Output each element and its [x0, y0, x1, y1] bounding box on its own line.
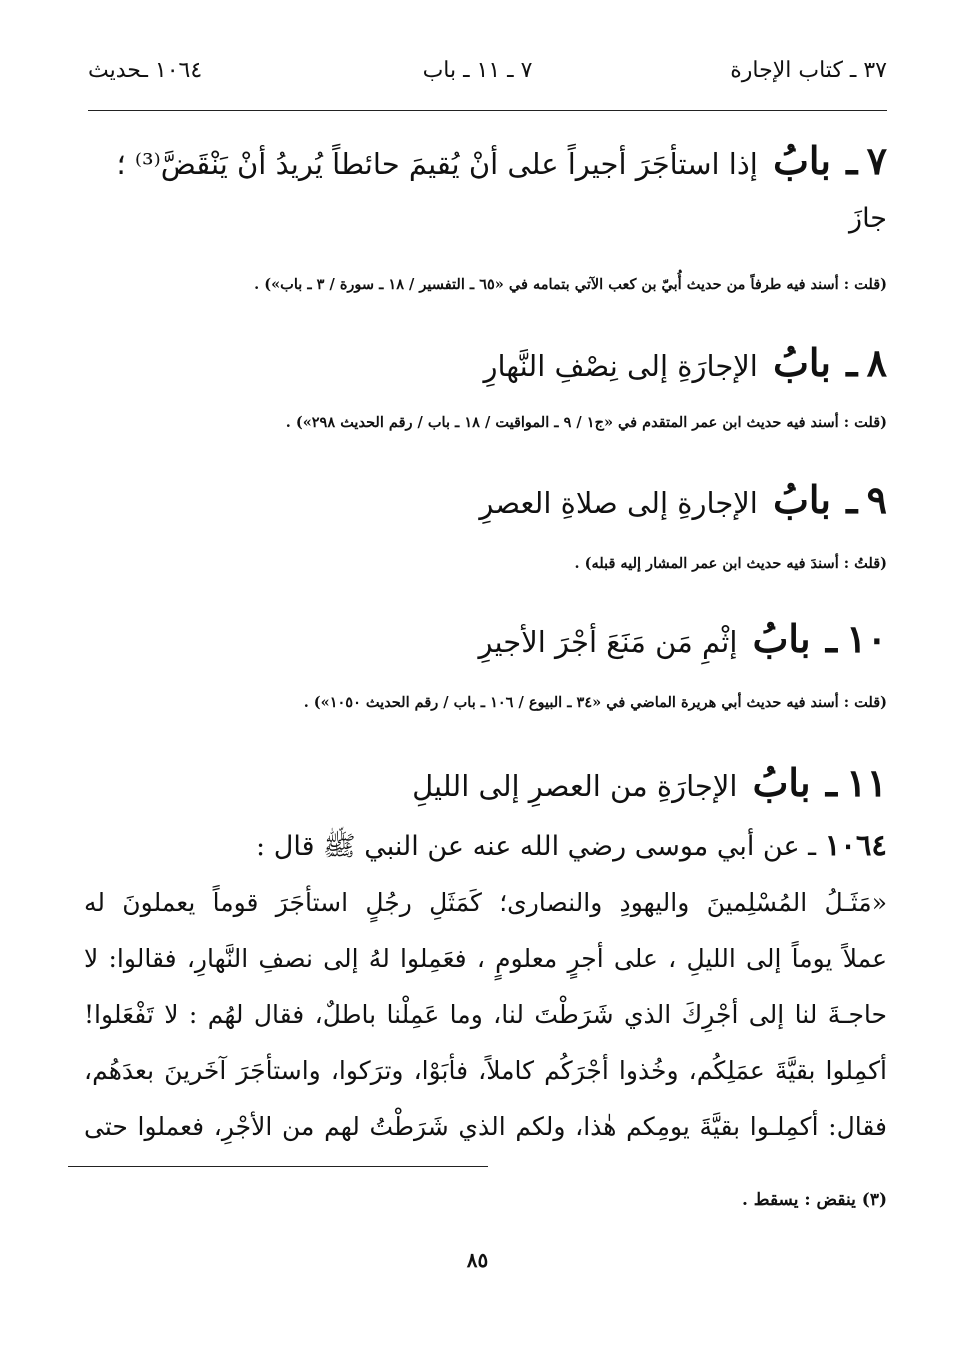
chapter-bab-word: بابُ — [773, 340, 831, 385]
page-number: ٨٥ — [466, 1248, 489, 1272]
editor-note-3: (قلتُ : أسندَ فيه حديث ابن عمر المشار إليه قبله) . — [574, 555, 887, 572]
chapter-number: ١١ — [846, 760, 887, 805]
chapter-heading-9 — [479, 477, 887, 522]
chapter-number: ٨ — [866, 340, 887, 385]
header-hadith-number: ١٠٦٤ ـحديث — [88, 58, 203, 83]
chapter-dash: ـ — [846, 477, 858, 522]
chapter-title-continuation: جازَ — [849, 203, 887, 234]
chapter-bab-word: بابُ — [773, 138, 831, 183]
chapter-dash: ـ — [846, 340, 858, 385]
header-book-title: ٣٧ ـ كتاب الإجارة — [730, 58, 887, 83]
chapter-heading-7 — [116, 138, 887, 183]
chapter-dash: ـ — [825, 616, 837, 661]
footnote-divider — [68, 1166, 488, 1167]
chapter-title: إثْمِ مَن مَنَعَ أجْرَ الأجيرِ — [478, 625, 738, 659]
chapter-dash: ـ — [846, 138, 858, 183]
hadith-text-line: فقال: أكمِلـوا بقيَّةَ يومِكم هٰذا، ولكم الذي شَرَطْتُ لهم من الأجْرِ، فعملوا حتى — [84, 1112, 887, 1141]
chapter-heading-10 — [479, 616, 887, 661]
header-divider — [88, 110, 887, 111]
hadith-number: ١٠٦٤ — [824, 828, 887, 862]
hadith-narration-intro: ـ عن أبي موسى رضي الله عنه عن النبي ﷺ قال : — [256, 831, 817, 862]
footnote: (٣) ينقض : يسقط . — [741, 1190, 887, 1210]
chapter-heading-11 — [412, 760, 887, 805]
chapter-number: ١٠ — [846, 616, 887, 661]
chapter-title: إذا استأجَرَ أجيراً على أنْ يُقيمَ حائطاً يُريدُ أنْ يَنْقَضَّ⁽³⁾ ؛ — [116, 147, 758, 181]
hadith-intro — [256, 828, 887, 869]
chapter-title: الإجارَةِ إلى نِصْفِ النَّهارِ — [483, 349, 758, 383]
chapter-number: ٩ — [866, 477, 887, 522]
chapter-bab-word: بابُ — [752, 616, 811, 661]
chapter-bab-word: بابُ — [773, 477, 831, 522]
chapter-heading-8 — [483, 340, 887, 385]
chapter-dash: ـ — [825, 760, 837, 805]
hadith-text-line: حاجـةَ لنا إلى أجْرِكَ الذي شَرَطْتَ لنا، وما عَمِلْنا باطلٌ، فقال لهُم : لا تَفْعَلوا! — [84, 1000, 887, 1029]
editor-note-1: (قلت : أسند فيه طرفاً من حديث أُبيّ بن كعب الآتي بتمامه في «٦٥ ـ التفسير / ١٨ ـ سورة / ٣ ـ باب») . — [254, 276, 887, 293]
chapter-title: الإجارةِ إلى صلاةِ العصرِ — [479, 486, 758, 520]
chapter-bab-word: بابُ — [752, 760, 811, 805]
chapter-title: الإجارَةِ من العصرِ إلى الليلِ — [412, 769, 738, 803]
chapter-number: ٧ — [866, 138, 887, 183]
editor-note-2: (قلت : أسند فيه حديث ابن عمر المتقدم في «ج١ / ٩ ـ المواقيت / ١٨ ـ باب / رقم الحديث ٢٩٨») . — [285, 414, 887, 431]
hadith-text-line: عملاً يوماً إلى الليلِ ، على أجرٍ معلومٍ ، فعَمِلوا لهُ إلى نصفِ النَّهارِ، فقالوا: لا — [84, 944, 887, 973]
hadith-text-line: أكمِلوا بقيَّةَ عمَلِكُم، وخُذوا أجْرَكُم كاملاً، فأبَوْا، وترَكوا، واستأجَرَ آخَرينَ بعدَهُم، — [84, 1056, 887, 1085]
editor-note-4: (قلت : أسند فيه حديث أبي هريرة الماضي في «٣٤ ـ البيوع / ١٠٦ ـ باب / رقم الحديث ١٠٥٠») . — [303, 694, 887, 711]
header-chapter-range: ٧ ـ ١١ ـ باب — [422, 58, 533, 83]
hadith-text-line: «مَثَـلُ المُسْلِمينَ واليهودِ والنصارى؛ كَمَثَلِ رجُلٍ استأجَرَ قوماً يعملونَ له — [84, 888, 887, 917]
